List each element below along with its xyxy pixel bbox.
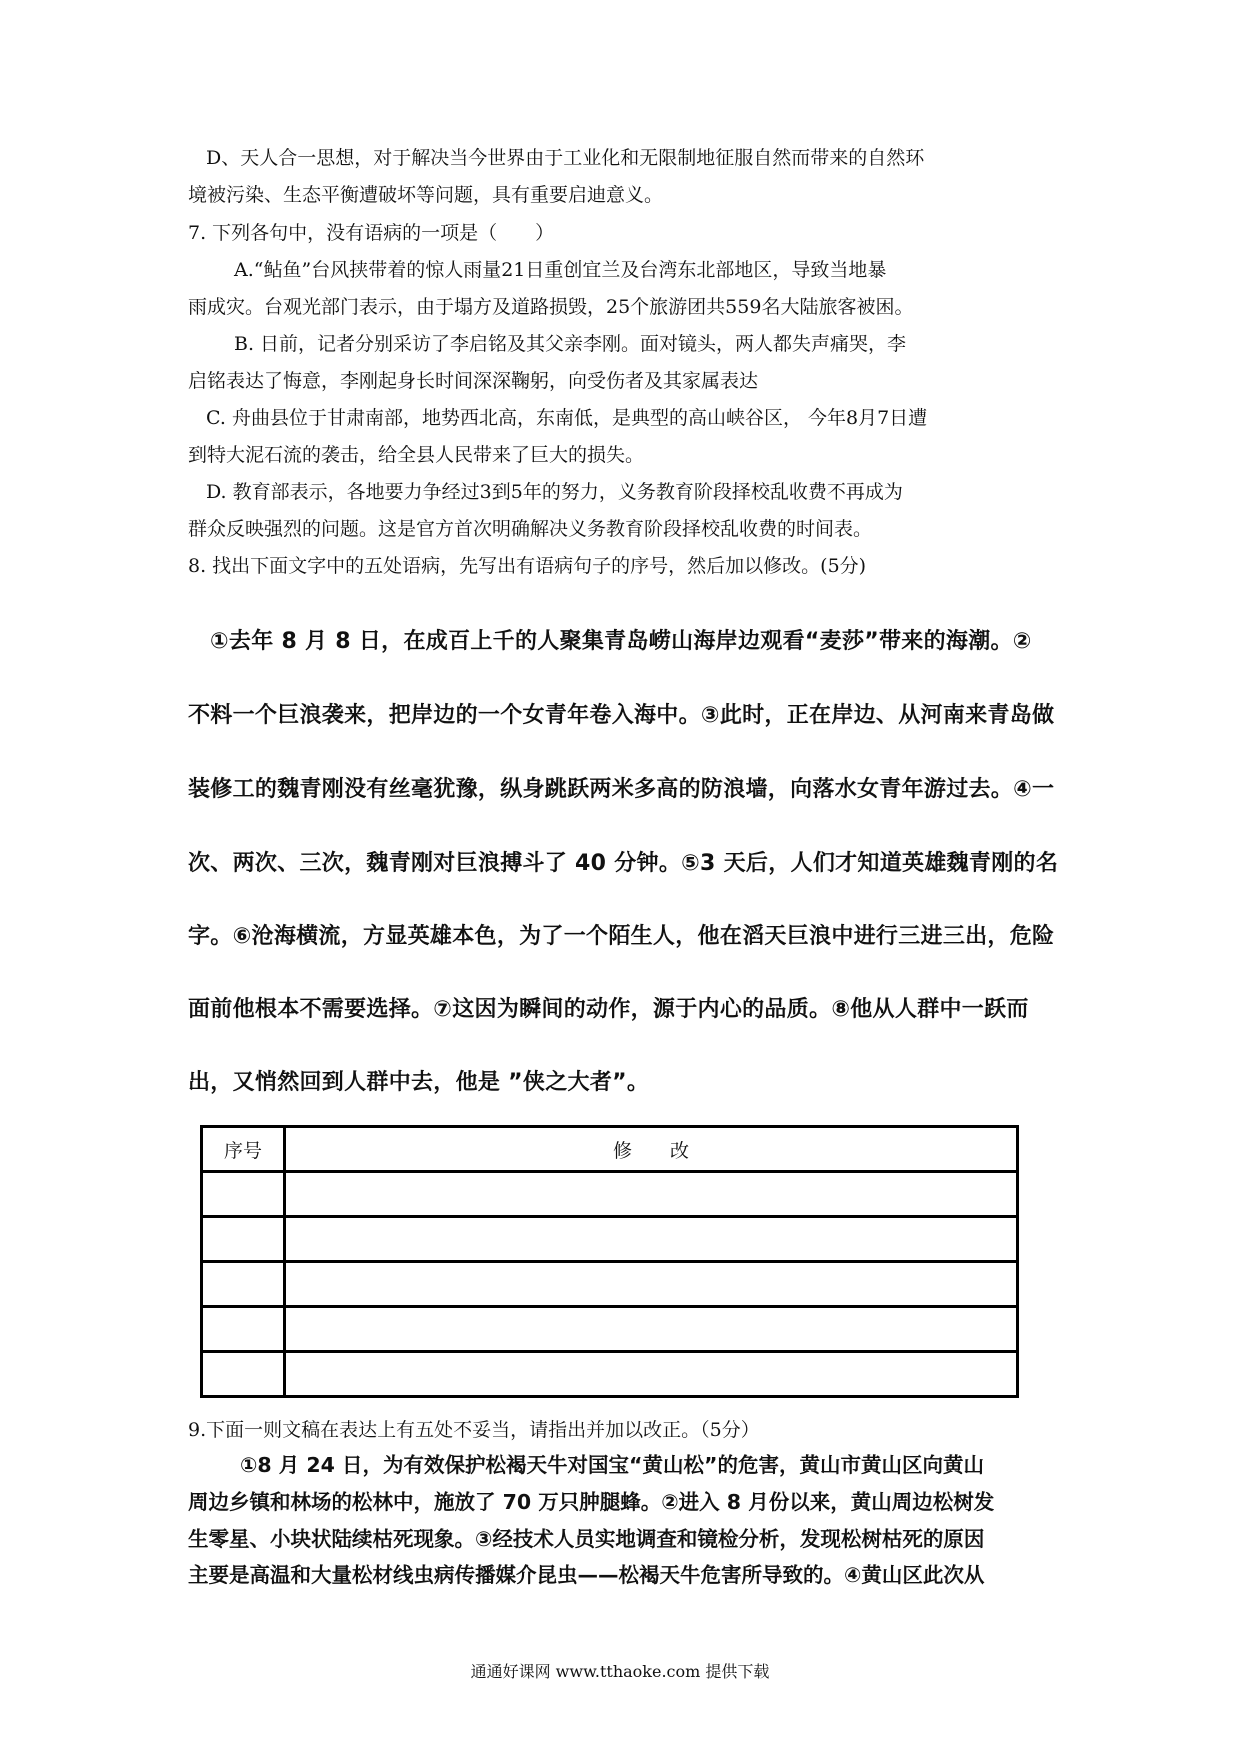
q8-passage-line-1: ①去年 8 月 8 日，在成百上千的人聚集青岛崂山海岸边观看“麦莎”带来的海潮。②: [210, 629, 1032, 654]
q7-option-b-line-1: B. 日前，记者分别采访了李启铭及其父亲李刚。面对镜头，两人都失声痛哭，李: [234, 333, 907, 355]
q8-passage-line-2: 不料一个巨浪袭来，把岸边的一个女青年卷入海中。③此时，正在岸边、从河南来青岛做: [188, 703, 1055, 728]
page-footer: 通通好课网 www.tthaoke.com 提供下载: [470, 1662, 770, 1681]
q7-option-c-line-2: 到特大泥石流的袭击，给全县人民带来了巨大的损失。: [188, 444, 645, 466]
table-header-row: [202, 1127, 1018, 1172]
answer-correction-cell[interactable]: [285, 1217, 1018, 1262]
q9-passage-line-3: 生零星、小块状陆续枯死现象。③经技术人员实地调查和镜检分析，发现松树枯死的原因: [188, 1527, 985, 1551]
table-row: [202, 1217, 1018, 1262]
answer-number-cell[interactable]: [202, 1307, 285, 1352]
q6-option-d-line-1: D、天人合一思想，对于解决当今世界由于工业化和无限制地征服自然而带来的自然环: [206, 147, 925, 169]
answer-correction-cell[interactable]: [285, 1352, 1018, 1397]
q8-passage-line-6: 面前他根本不需要选择。⑦这因为瞬间的动作，源于内心的品质。⑧他从人群中一跃而: [188, 997, 1029, 1022]
q7-option-a-line-1: A.“鲇鱼”台风挟带着的惊人雨量21日重创宜兰及台湾东北部地区，导致当地暴: [234, 259, 887, 281]
answer-number-cell[interactable]: [202, 1172, 285, 1217]
q7-option-a-line-2: 雨成灾。台观光部门表示，由于塌方及道路损毁，25个旅游团共559名大陆旅客被困。: [188, 296, 914, 318]
q9-passage-line-1: ①8 月 24 日，为有效保护松褐天牛对国宝“黄山松”的危害，黄山市黄山区向黄山: [240, 1453, 985, 1477]
answer-number-cell[interactable]: [202, 1352, 285, 1397]
answer-correction-cell[interactable]: [285, 1172, 1018, 1217]
q8-title: 8. 找出下面文字中的五处语病，先写出有语病句子的序号，然后加以修改。(5分): [188, 555, 867, 577]
table-row: [202, 1307, 1018, 1352]
answer-correction-cell[interactable]: [285, 1262, 1018, 1307]
table-row: [202, 1352, 1018, 1397]
q7-option-d-line-1: D. 教育部表示，各地要力争经过3到5年的努力，义务教育阶段择校乱收费不再成为: [206, 481, 903, 503]
answer-correction-cell[interactable]: [285, 1307, 1018, 1352]
answer-number-cell[interactable]: [202, 1217, 285, 1262]
table-row: [202, 1262, 1018, 1307]
q7-option-c-line-1: C. 舟曲县位于甘肃南部，地势西北高，东南低，是典型的高山峡谷区， 今年8月7日遭: [206, 407, 928, 429]
table-row: [202, 1172, 1018, 1217]
q7-option-b-line-2: 启铭表达了悔意，李刚起身长时间深深鞠躬，向受伤者及其家属表达: [188, 370, 759, 392]
q9-title: 9.下面一则文稿在表达上有五处不妥当，请指出并加以改正。（5分）: [188, 1419, 760, 1441]
q8-passage-line-3: 装修工的魏青刚没有丝毫犹豫，纵身跳跃两米多高的防浪墙，向落水女青年游过去。④一: [188, 777, 1055, 802]
q8-passage-line-5: 字。⑥沧海横流，方显英雄本色，为了一个陌生人，他在滔天巨浪中进行三进三出，危险: [188, 924, 1055, 949]
q6-option-d-line-2: 境被污染、生态平衡遭破坏等问题，具有重要启迪意义。: [188, 184, 664, 206]
answer-number-cell[interactable]: [202, 1262, 285, 1307]
q7-option-d-line-2: 群众反映强烈的问题。这是官方首次明确解决义务教育阶段择校乱收费的时间表。: [188, 518, 873, 540]
q8-answer-table: [200, 1125, 1019, 1398]
q8-passage-line-7: 出，又悄然回到人群中去，他是 ”侠之大者”。: [188, 1070, 650, 1095]
q9-passage-line-2: 周边乡镇和林场的松林中，施放了 70 万只肿腿蜂。②进入 8 月份以来，黄山周边松树发: [188, 1490, 995, 1514]
q7-title: 7. 下列各句中，没有语病的一项是（ ）: [188, 222, 555, 244]
q8-passage-line-4: 次、两次、三次，魏青刚对巨浪搏斗了 40 分钟。⑤3 天后，人们才知道英雄魏青刚的名: [188, 851, 1059, 876]
header-number: 序号: [202, 1127, 285, 1172]
header-correction: 修 改: [285, 1127, 1018, 1172]
q9-passage-line-4: 主要是高温和大量松材线虫病传播媒介昆虫——松褐天牛危害所导致的。④黄山区此次从: [188, 1563, 985, 1587]
